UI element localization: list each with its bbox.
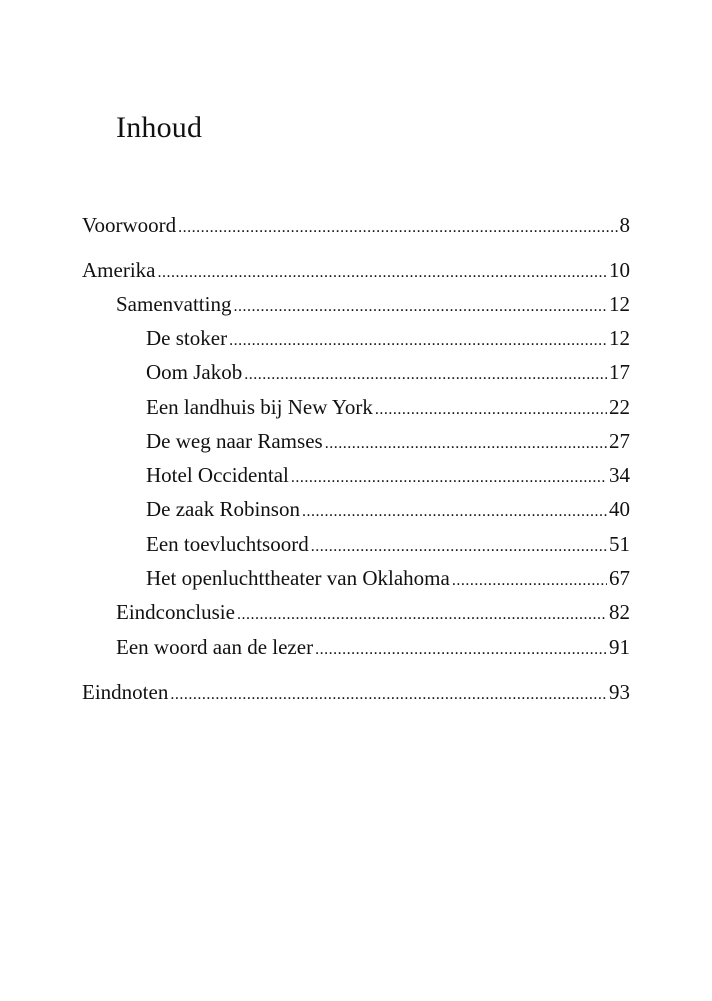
toc-entry-een-toevluchtsoord[interactable] xyxy=(146,530,630,558)
toc-entry-een-landhuis-bij-new-york[interactable] xyxy=(146,393,630,421)
dot-leader xyxy=(375,396,607,424)
toc-entry-voorwoord[interactable] xyxy=(82,211,630,239)
toc-entry-eindnoten[interactable] xyxy=(82,678,630,706)
toc-entry-page: 40 xyxy=(609,497,630,521)
dot-leader xyxy=(452,567,607,595)
dot-leader xyxy=(157,259,607,287)
toc-entry-label: Een landhuis bij New York xyxy=(146,395,373,419)
dot-leader xyxy=(291,464,607,492)
toc-entry-label: Voorwoord xyxy=(82,213,177,237)
toc-entry-page: 27 xyxy=(609,429,630,453)
toc-entry-een-woord-aan-de-lezer[interactable] xyxy=(116,633,630,661)
dot-leader xyxy=(229,327,607,355)
toc-entry-oom-jakob[interactable] xyxy=(146,358,630,386)
toc-entry-label: Eindconclusie xyxy=(116,600,235,624)
toc-entry-label: Eindnoten xyxy=(82,680,169,704)
dot-leader xyxy=(311,533,607,561)
toc-entry-page: 34 xyxy=(609,463,630,487)
page-title: Inhoud xyxy=(116,111,203,144)
dot-leader xyxy=(237,601,607,629)
toc-entry-label: De weg naar Ramses xyxy=(146,429,323,453)
toc-entry-page: 22 xyxy=(609,395,630,419)
toc-entry-amerika[interactable] xyxy=(82,256,630,284)
toc-entry-page: 10 xyxy=(609,258,630,282)
toc-entry-label: De zaak Robinson xyxy=(146,497,300,521)
toc-entry-label: Hotel Occidental xyxy=(146,463,289,487)
toc-entry-page: 12 xyxy=(609,292,630,316)
dot-leader xyxy=(315,636,607,664)
toc-entry-page: 91 xyxy=(609,635,630,659)
toc-entry-label: Amerika xyxy=(82,258,156,282)
toc-entry-page: 67 xyxy=(609,566,630,590)
dot-leader xyxy=(302,498,607,526)
dot-leader xyxy=(170,681,607,709)
toc-entry-page: 17 xyxy=(609,360,630,384)
toc-entry-label: Een woord aan de lezer xyxy=(116,635,314,659)
toc-entry-page: 8 xyxy=(619,213,630,237)
toc-entry-label: Samenvatting xyxy=(116,292,232,316)
dot-leader xyxy=(244,361,607,389)
dot-leader xyxy=(233,293,607,321)
toc-entry-het-openluchttheater-van-oklahoma[interactable] xyxy=(146,564,630,592)
dot-leader xyxy=(178,214,617,242)
toc-entry-label: Oom Jakob xyxy=(146,360,243,384)
toc-entry-label: Het openluchttheater van Oklahoma xyxy=(146,566,450,590)
toc-entry-hotel-occidental[interactable] xyxy=(146,461,630,489)
toc-entry-eindconclusie[interactable] xyxy=(116,598,630,626)
toc-entry-label: De stoker xyxy=(146,326,228,350)
toc-entry-de-stoker[interactable] xyxy=(146,324,630,352)
toc-entry-page: 12 xyxy=(609,326,630,350)
toc-entry-page: 93 xyxy=(609,680,630,704)
toc-entry-samenvatting[interactable] xyxy=(116,290,630,318)
toc-entry-page: 82 xyxy=(609,600,630,624)
toc-entry-page: 51 xyxy=(609,532,630,556)
dot-leader xyxy=(325,430,607,458)
toc-entry-label: Een toevluchtsoord xyxy=(146,532,309,556)
toc-entry-de-weg-naar-ramses[interactable] xyxy=(146,427,630,455)
toc-entry-de-zaak-robinson[interactable] xyxy=(146,495,630,523)
